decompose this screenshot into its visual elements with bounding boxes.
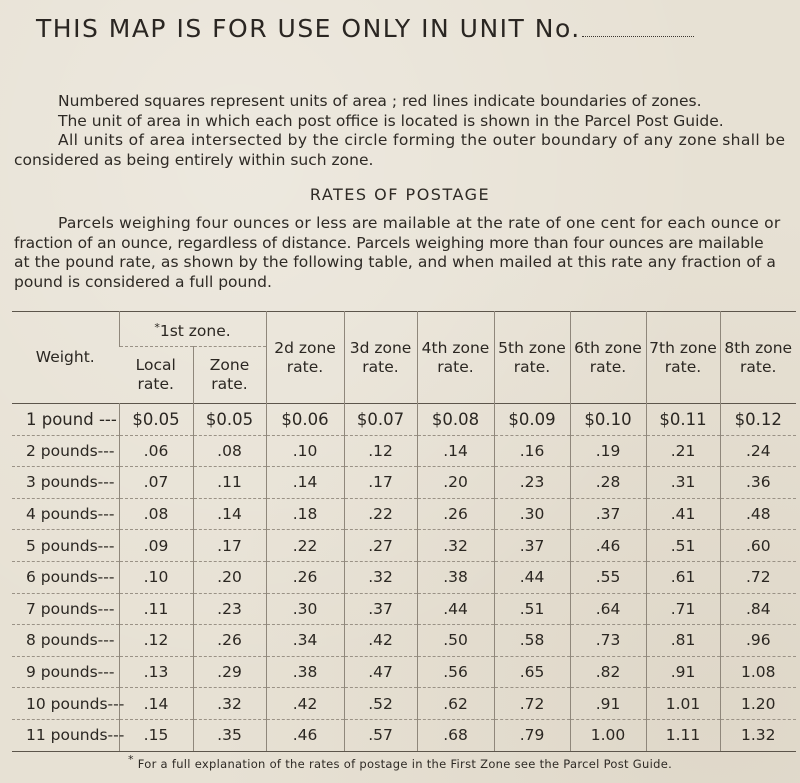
rate-cell: .32 xyxy=(344,561,417,593)
rate-cell: .41 xyxy=(646,498,720,530)
rate-cell: .96 xyxy=(720,625,796,657)
rate-cell: $0.11 xyxy=(646,404,720,436)
zone-header-line2: rate. xyxy=(664,357,702,376)
rate-cell: .38 xyxy=(417,561,494,593)
rate-cell: .91 xyxy=(646,656,720,688)
rate-cell: .26 xyxy=(266,561,344,593)
rate-cell: $0.06 xyxy=(266,404,344,436)
rate-cell: .30 xyxy=(266,593,344,625)
rate-cell: .84 xyxy=(720,593,796,625)
zone-4-header xyxy=(417,312,494,404)
rate-cell: $0.07 xyxy=(344,404,417,436)
zone-5-header xyxy=(494,312,570,404)
rate-cell: .35 xyxy=(193,719,266,751)
rate-cell: .26 xyxy=(193,625,266,657)
table-row xyxy=(12,467,796,499)
rates-intro-line: Parcels weighing four ounces or less are mailable at the rate of one cent for each ounce or xyxy=(58,214,781,232)
rate-cell: .06 xyxy=(119,435,193,467)
zone-header-line2: rate. xyxy=(740,357,777,376)
rate-table-body xyxy=(12,404,796,752)
page-title-text: THIS MAP IS FOR USE ONLY IN UNIT No. xyxy=(36,14,581,43)
rate-cell: .14 xyxy=(266,467,344,499)
rate-cell: .37 xyxy=(570,498,646,530)
rates-intro-line: at the pound rate, as shown by the following table, and when mailed at this rate any fraction of a xyxy=(14,253,776,271)
zone-3-header xyxy=(344,312,417,404)
zone-header-line1: 8th zone xyxy=(724,338,793,357)
local-rate-header-line1: Local xyxy=(135,356,176,374)
rate-cell: $0.09 xyxy=(494,404,570,436)
rate-cell: .28 xyxy=(570,467,646,499)
rate-cell: 1.11 xyxy=(646,719,720,751)
weight-cell: 2 pounds--- xyxy=(12,435,119,467)
table-row xyxy=(12,404,796,436)
rate-cell: 1.32 xyxy=(720,719,796,751)
rate-cell: .22 xyxy=(266,530,344,562)
rate-cell: .60 xyxy=(720,530,796,562)
weight-cell: 7 pounds--- xyxy=(12,593,119,625)
rate-cell: .56 xyxy=(417,656,494,688)
table-row xyxy=(12,656,796,688)
first-zone-footnote-marker: * xyxy=(154,320,160,334)
rate-cell: .19 xyxy=(570,435,646,467)
rate-cell: .51 xyxy=(646,530,720,562)
zone-header-line1: 5th zone xyxy=(498,338,566,357)
zone-8-header xyxy=(720,312,796,404)
table-row xyxy=(12,561,796,593)
zone-header-line1: 2d zone xyxy=(274,338,336,357)
rate-cell: .18 xyxy=(266,498,344,530)
rate-cell: .30 xyxy=(494,498,570,530)
rate-cell: .27 xyxy=(344,530,417,562)
rate-cell: .08 xyxy=(119,498,193,530)
rate-cell: .22 xyxy=(344,498,417,530)
rate-cell: .48 xyxy=(720,498,796,530)
rate-cell: $0.08 xyxy=(417,404,494,436)
rate-cell: .14 xyxy=(119,688,193,720)
rate-cell: .72 xyxy=(494,688,570,720)
rate-cell: .12 xyxy=(119,625,193,657)
zone-6-header xyxy=(570,312,646,404)
zone-rate-header-line1: Zone xyxy=(209,356,250,374)
rate-cell: .32 xyxy=(417,530,494,562)
first-zone-header-label: 1st zone. xyxy=(159,321,231,340)
zone-header-line1: 6th zone xyxy=(574,338,642,357)
zone-header-line2: rate. xyxy=(437,357,474,376)
rates-intro-line: pound is considered a full pound. xyxy=(14,272,272,291)
rate-cell: .64 xyxy=(570,593,646,625)
weight-cell: 10 pounds--- xyxy=(12,688,119,720)
rates-of-postage-title: RATES OF POSTAGE xyxy=(309,185,491,204)
rate-cell: .68 xyxy=(417,719,494,751)
rate-cell: .42 xyxy=(344,625,417,657)
rate-cell: .46 xyxy=(570,530,646,562)
zone-rate-header-line2: rate. xyxy=(211,375,248,393)
rate-cell: .11 xyxy=(193,467,266,499)
rate-cell: .81 xyxy=(646,625,720,657)
zone-header-line2: rate. xyxy=(362,357,399,376)
zone-header-line2: rate. xyxy=(589,357,627,376)
footnote-marker: * xyxy=(127,753,134,766)
rate-cell: .21 xyxy=(646,435,720,467)
rate-cell: .15 xyxy=(119,719,193,751)
rate-cell: .09 xyxy=(119,530,193,562)
rate-cell: .62 xyxy=(417,688,494,720)
rate-cell: .47 xyxy=(344,656,417,688)
rate-cell: .58 xyxy=(494,625,570,657)
map-notes xyxy=(14,92,794,170)
rate-cell: .44 xyxy=(417,593,494,625)
rate-cell: .34 xyxy=(266,625,344,657)
rate-cell: .37 xyxy=(494,530,570,562)
rate-cell: .51 xyxy=(494,593,570,625)
rate-cell: .57 xyxy=(344,719,417,751)
zone-header-line1: 7th zone xyxy=(649,338,717,357)
notes-line: Numbered squares represent units of area ; red lines indicate boundaries of zones. xyxy=(58,92,702,110)
rate-cell: .32 xyxy=(193,688,266,720)
rate-cell: $0.12 xyxy=(720,404,796,436)
rate-cell: .31 xyxy=(646,467,720,499)
rate-cell: .55 xyxy=(570,561,646,593)
page-title xyxy=(36,14,796,43)
rate-cell: .23 xyxy=(494,467,570,499)
table-row xyxy=(12,530,796,562)
rate-cell: .42 xyxy=(266,688,344,720)
rate-cell: .91 xyxy=(570,688,646,720)
notes-line: considered as being entirely within such zone. xyxy=(14,150,374,169)
rate-cell: .17 xyxy=(193,530,266,562)
local-rate-header xyxy=(119,347,193,404)
unit-number-blank xyxy=(582,36,694,37)
rate-cell: $0.10 xyxy=(570,404,646,436)
first-zone-header xyxy=(119,312,266,347)
zone-7-header xyxy=(646,312,720,404)
table-row xyxy=(12,688,796,720)
table-row xyxy=(12,435,796,467)
table-row xyxy=(12,719,796,751)
zone-header-line2: rate. xyxy=(513,357,551,376)
rate-cell: 1.00 xyxy=(570,719,646,751)
table-row xyxy=(12,625,796,657)
footnote-text: For a full explanation of the rates of postage in the First Zone see the Parcel Post Guide. xyxy=(137,757,673,771)
rate-cell: .46 xyxy=(266,719,344,751)
rates-intro-line: fraction of an ounce, regardless of distance. Parcels weighing more than four ounces are mailable xyxy=(14,233,764,252)
weight-cell: 11 pounds--- xyxy=(12,719,119,751)
rate-cell: .13 xyxy=(119,656,193,688)
postage-rate-table xyxy=(12,311,796,752)
rate-cell: .10 xyxy=(119,561,193,593)
rate-cell: .52 xyxy=(344,688,417,720)
rate-cell: .71 xyxy=(646,593,720,625)
rate-cell: .10 xyxy=(266,435,344,467)
footnote xyxy=(0,753,800,771)
rate-cell: .23 xyxy=(193,593,266,625)
rate-cell: .61 xyxy=(646,561,720,593)
weight-cell: 4 pounds--- xyxy=(12,498,119,530)
rate-cell: .26 xyxy=(417,498,494,530)
rate-cell: .20 xyxy=(193,561,266,593)
rate-cell: .72 xyxy=(720,561,796,593)
rate-cell: .36 xyxy=(720,467,796,499)
rate-cell: .11 xyxy=(119,593,193,625)
local-rate-header-line2: rate. xyxy=(137,375,174,393)
rate-cell: .38 xyxy=(266,656,344,688)
weight-cell: 8 pounds--- xyxy=(12,625,119,657)
rate-cell: .65 xyxy=(494,656,570,688)
zone-header-line1: 4th zone xyxy=(421,338,490,357)
rate-cell: .82 xyxy=(570,656,646,688)
zone-header-line1: 3d zone xyxy=(349,338,412,357)
rate-cell: $0.05 xyxy=(119,404,193,436)
rate-cell: 1.20 xyxy=(720,688,796,720)
rate-cell: .14 xyxy=(417,435,494,467)
rate-cell: $0.05 xyxy=(193,404,266,436)
weight-cell: 5 pounds--- xyxy=(12,530,119,562)
table-row xyxy=(12,498,796,530)
weight-cell: 1 pound --- xyxy=(12,404,119,436)
zone-2-header xyxy=(266,312,344,404)
weight-cell: 3 pounds--- xyxy=(12,467,119,499)
rate-cell: .24 xyxy=(720,435,796,467)
rate-cell: .29 xyxy=(193,656,266,688)
rate-cell: .73 xyxy=(570,625,646,657)
table-row xyxy=(12,593,796,625)
rate-cell: .14 xyxy=(193,498,266,530)
rate-cell: .79 xyxy=(494,719,570,751)
rate-cell: .16 xyxy=(494,435,570,467)
rate-cell: .08 xyxy=(193,435,266,467)
weight-header: Weight. xyxy=(35,348,95,366)
rate-cell: .37 xyxy=(344,593,417,625)
rate-cell: .50 xyxy=(417,625,494,657)
rate-cell: .20 xyxy=(417,467,494,499)
rate-cell: .17 xyxy=(344,467,417,499)
rates-intro xyxy=(14,214,794,292)
rate-cell: 1.01 xyxy=(646,688,720,720)
rate-cell: .44 xyxy=(494,561,570,593)
rate-cell: .12 xyxy=(344,435,417,467)
notes-line: The unit of area in which each post office is located is shown in the Parcel Post Guide. xyxy=(58,111,724,130)
rate-cell: .07 xyxy=(119,467,193,499)
zone-rate-header xyxy=(193,347,266,404)
notes-line: All units of area intersected by the circle forming the outer boundary of any zone shall be xyxy=(58,131,786,149)
weight-cell: 6 pounds--- xyxy=(12,561,119,593)
zone-header-line2: rate. xyxy=(286,357,324,376)
weight-cell: 9 pounds--- xyxy=(12,656,119,688)
rate-cell: 1.08 xyxy=(720,656,796,688)
